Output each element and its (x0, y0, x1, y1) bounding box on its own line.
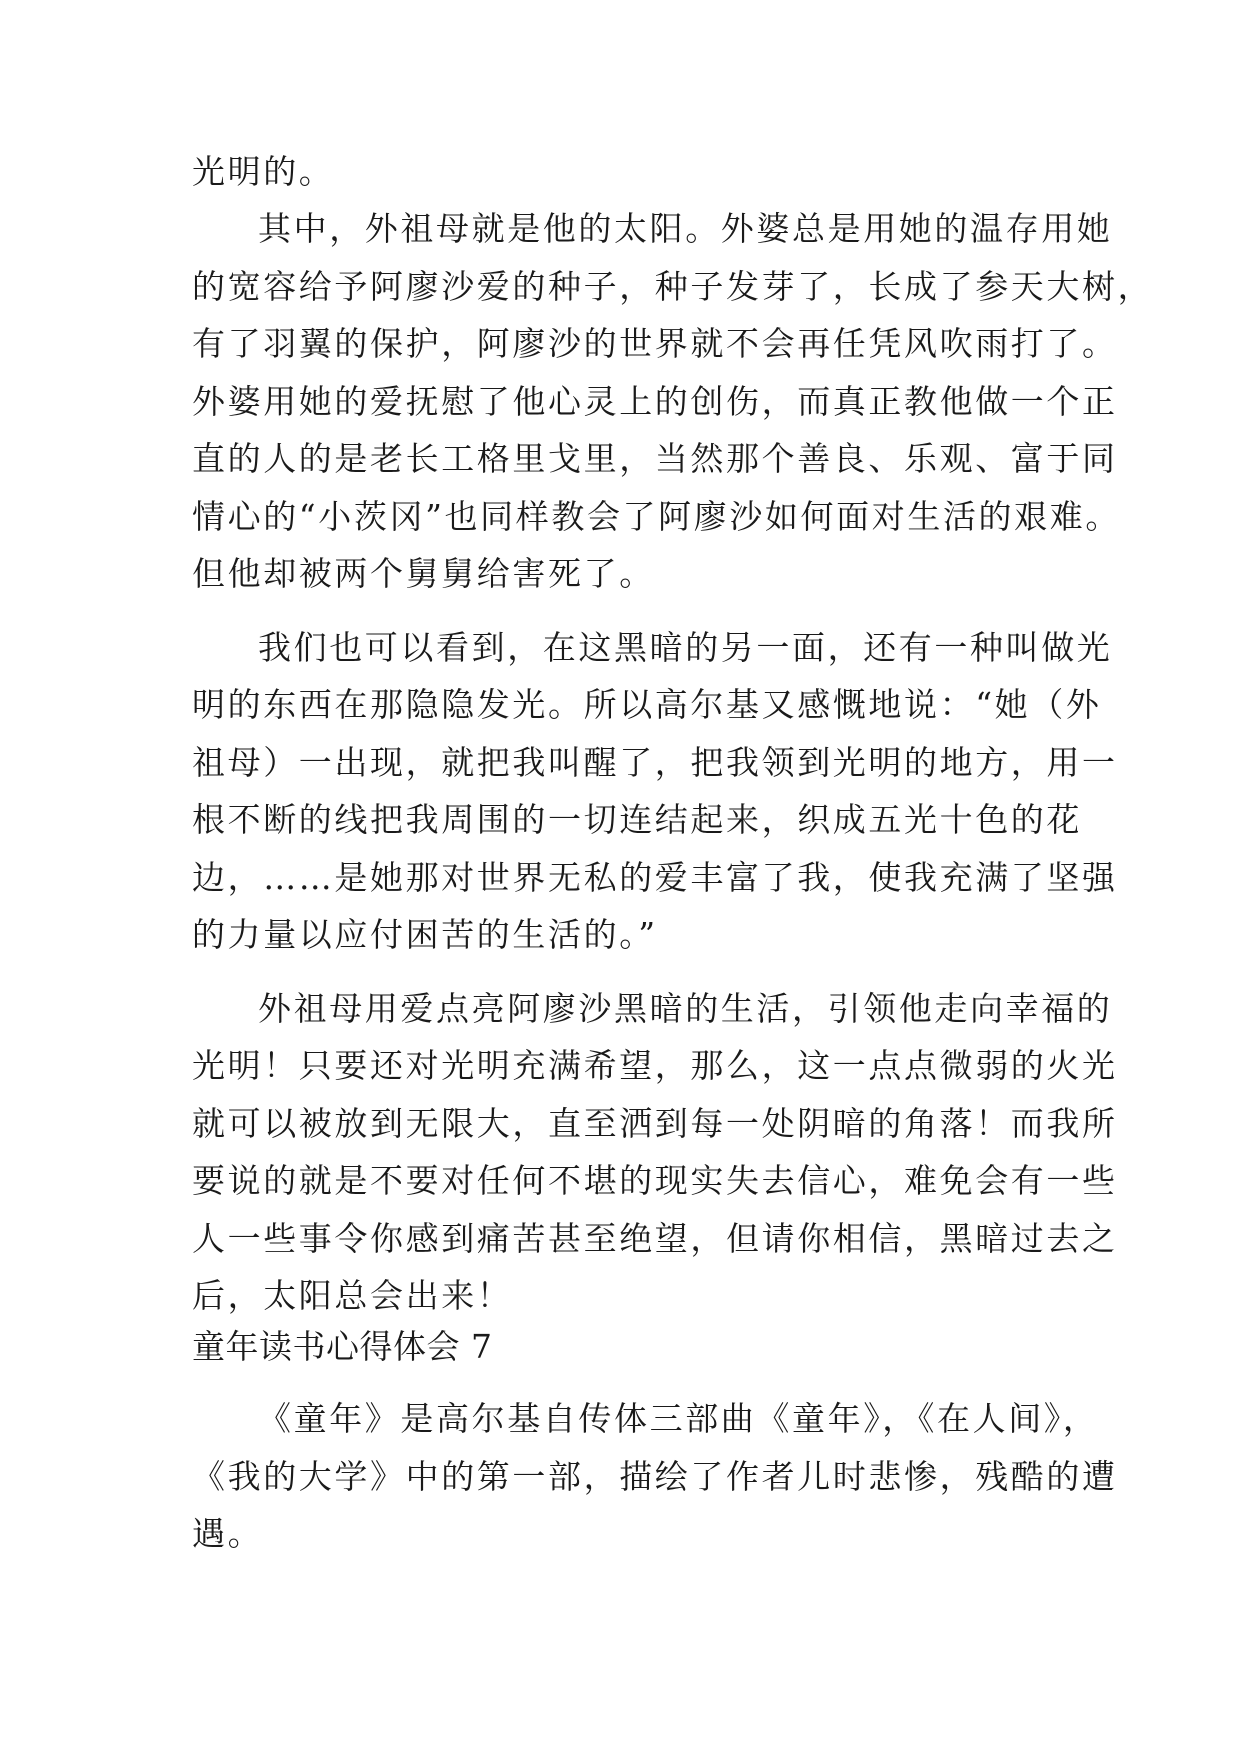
text-line: 后，太阳总会出来！ (192, 1276, 513, 1315)
paragraph-first-line: 外祖母用爱点亮阿廖沙黑暗的生活，引领他走向幸福的 (258, 989, 1113, 1028)
paragraph-first-line: 其中，外祖母就是他的太阳。外婆总是用她的温存用她 (258, 209, 1113, 248)
text-line: 就可以被放到无限大，直至洒到每一处阴暗的角落！而我所 (192, 1104, 1118, 1143)
text-line: 但他却被两个舅舅给害死了。 (192, 554, 655, 593)
text-line: 有了羽翼的保护，阿廖沙的世界就不会再任凭风吹雨打了。 (192, 324, 1118, 363)
text-line: 要说的就是不要对任何不堪的现实失去信心，难免会有一些 (192, 1161, 1118, 1200)
text-line: 遇。 (192, 1514, 264, 1553)
text-line: 人一些事令你感到痛苦甚至绝望，但请你相信，黑暗过去之 (192, 1219, 1118, 1258)
text-line: 《我的大学》中的第一部，描绘了作者儿时悲惨，残酷的遭 (192, 1457, 1118, 1496)
text-line: 明的东西在那隐隐发光。所以高尔基又感慨地说：“她（外 (192, 685, 1102, 724)
section-heading: 童年读书心得体会 7 (192, 1327, 493, 1366)
text-line: 直的人的是老长工格里戈里，当然那个善良、乐观、富于同 (192, 439, 1118, 478)
text-line: 根不断的线把我周围的一切连结起来，织成五光十色的花 (192, 800, 1082, 839)
text-line: 光明！只要还对光明充满希望，那么，这一点点微弱的火光 (192, 1046, 1118, 1085)
text-line: 边，……是她那对世界无私的爱丰富了我，使我充满了坚强 (192, 858, 1118, 897)
text-line: 光明的。 (192, 152, 335, 191)
text-line: 的宽容给予阿廖沙爱的种子，种子发芽了，长成了参天大树， (192, 267, 1154, 306)
text-line: 祖母）一出现，就把我叫醒了，把我领到光明的地方，用一 (192, 743, 1118, 782)
paragraph-first-line: 《童年》是高尔基自传体三部曲《童年》，《在人间》， (258, 1399, 1099, 1438)
text-line: 情心的“小茨冈”也同样教会了阿廖沙如何面对生活的艰难。 (192, 497, 1121, 536)
paragraph-first-line: 我们也可以看到，在这黑暗的另一面，还有一种叫做光 (258, 628, 1113, 667)
text-line: 外婆用她的爱抚慰了他心灵上的创伤，而真正教他做一个正 (192, 382, 1118, 421)
text-line: 的力量以应付困苦的生活的。” (192, 915, 658, 954)
